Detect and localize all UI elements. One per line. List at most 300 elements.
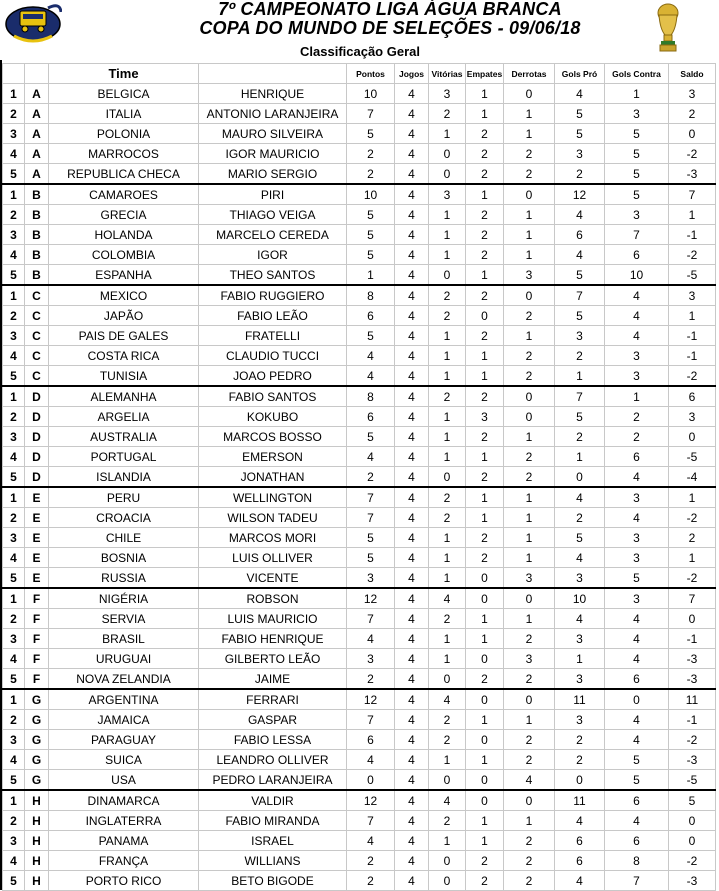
- cell-group: H: [25, 851, 49, 871]
- cell-gols-pro: 2: [555, 164, 605, 185]
- cell-gols-contra: 3: [605, 346, 669, 366]
- cell-gols-contra: 5: [605, 770, 669, 791]
- cell-player: ANTONIO LARANJEIRA: [199, 104, 347, 124]
- cell-gols-pro: 2: [555, 750, 605, 770]
- cell-player: ISRAEL: [199, 831, 347, 851]
- table-row: [3, 710, 716, 730]
- cell-gols-contra: 5: [605, 750, 669, 770]
- cell-derrotas: 1: [504, 508, 555, 528]
- cell-saldo: 3: [669, 84, 716, 104]
- cell-player: FABIO SANTOS: [199, 386, 347, 407]
- cell-position: 3: [3, 124, 25, 144]
- cell-empates: 1: [466, 84, 504, 104]
- cell-saldo: 2: [669, 528, 716, 548]
- section-title: Classificação Geral: [300, 44, 420, 59]
- cell-pontos: 12: [347, 588, 395, 609]
- cell-player: GASPAR: [199, 710, 347, 730]
- cell-pontos: 4: [347, 629, 395, 649]
- col-gols-pro: Gols Pró: [555, 64, 605, 84]
- cell-team: BOSNIA: [49, 548, 199, 568]
- cell-team: BRASIL: [49, 629, 199, 649]
- cell-gols-contra: 4: [605, 326, 669, 346]
- cell-player: VICENTE: [199, 568, 347, 589]
- cell-gols-contra: 3: [605, 104, 669, 124]
- cell-player: PIRI: [199, 184, 347, 205]
- cell-jogos: 4: [395, 730, 429, 750]
- cell-gols-contra: 3: [605, 205, 669, 225]
- cell-pontos: 5: [347, 548, 395, 568]
- table-row: [3, 609, 716, 629]
- cell-position: 5: [3, 669, 25, 690]
- cell-vitorias: 0: [429, 164, 466, 185]
- cell-pontos: 2: [347, 871, 395, 891]
- cell-position: 3: [3, 831, 25, 851]
- cell-empates: 0: [466, 689, 504, 710]
- cell-vitorias: 1: [429, 427, 466, 447]
- cell-position: 2: [3, 407, 25, 427]
- cell-gols-pro: 3: [555, 710, 605, 730]
- cell-gols-contra: 4: [605, 811, 669, 831]
- cell-saldo: 7: [669, 588, 716, 609]
- cell-jogos: 4: [395, 164, 429, 185]
- table-row: [3, 104, 716, 124]
- cell-empates: 1: [466, 629, 504, 649]
- cell-vitorias: 2: [429, 710, 466, 730]
- cell-team: AUSTRALIA: [49, 427, 199, 447]
- cell-derrotas: 3: [504, 649, 555, 669]
- cell-team: ISLANDIA: [49, 467, 199, 488]
- cell-derrotas: 0: [504, 588, 555, 609]
- cell-gols-pro: 2: [555, 427, 605, 447]
- cell-player: GILBERTO LEÃO: [199, 649, 347, 669]
- cell-jogos: 4: [395, 629, 429, 649]
- cell-empates: 1: [466, 750, 504, 770]
- cell-derrotas: 3: [504, 265, 555, 286]
- cell-vitorias: 2: [429, 811, 466, 831]
- cell-group: G: [25, 770, 49, 791]
- cell-position: 1: [3, 184, 25, 205]
- cell-gols-contra: 6: [605, 245, 669, 265]
- cell-derrotas: 2: [504, 447, 555, 467]
- cell-empates: 2: [466, 427, 504, 447]
- cell-vitorias: 2: [429, 386, 466, 407]
- table-row: [3, 790, 716, 811]
- cell-player: WILLIANS: [199, 851, 347, 871]
- cell-vitorias: 0: [429, 265, 466, 286]
- cell-team: RUSSIA: [49, 568, 199, 589]
- cell-position: 5: [3, 770, 25, 791]
- cell-empates: 1: [466, 447, 504, 467]
- cell-vitorias: 1: [429, 407, 466, 427]
- cell-gols-contra: 2: [605, 407, 669, 427]
- cell-saldo: 1: [669, 487, 716, 508]
- cell-vitorias: 3: [429, 184, 466, 205]
- league-logo: [4, 2, 62, 46]
- cell-empates: 1: [466, 487, 504, 508]
- cell-group: D: [25, 447, 49, 467]
- cell-gols-pro: 5: [555, 124, 605, 144]
- cell-pontos: 5: [347, 245, 395, 265]
- cell-derrotas: 1: [504, 710, 555, 730]
- cell-gols-pro: 2: [555, 346, 605, 366]
- cell-position: 1: [3, 386, 25, 407]
- cell-group: B: [25, 265, 49, 286]
- table-row: [3, 508, 716, 528]
- cell-gols-pro: 6: [555, 831, 605, 851]
- cell-group: A: [25, 104, 49, 124]
- cell-group: A: [25, 124, 49, 144]
- cell-gols-contra: 4: [605, 306, 669, 326]
- table-row: [3, 306, 716, 326]
- standings-table: [2, 63, 716, 891]
- cell-derrotas: 2: [504, 346, 555, 366]
- cell-group: C: [25, 326, 49, 346]
- cell-pontos: 7: [347, 487, 395, 508]
- cell-vitorias: 4: [429, 689, 466, 710]
- cell-team: NIGÉRIA: [49, 588, 199, 609]
- cell-team: DINAMARCA: [49, 790, 199, 811]
- cell-player: MARIO SERGIO: [199, 164, 347, 185]
- cell-team: CROACIA: [49, 508, 199, 528]
- cell-position: 5: [3, 568, 25, 589]
- cell-position: 1: [3, 487, 25, 508]
- cell-gols-pro: 3: [555, 629, 605, 649]
- cell-gols-pro: 3: [555, 144, 605, 164]
- cell-empates: 2: [466, 851, 504, 871]
- cell-saldo: -5: [669, 265, 716, 286]
- table-row: [3, 245, 716, 265]
- cell-player: MARCELO CEREDA: [199, 225, 347, 245]
- cell-vitorias: 2: [429, 104, 466, 124]
- cell-jogos: 4: [395, 710, 429, 730]
- cell-gols-contra: 4: [605, 730, 669, 750]
- cell-team: JAPÃO: [49, 306, 199, 326]
- cell-pontos: 8: [347, 285, 395, 306]
- cell-gols-pro: 2: [555, 508, 605, 528]
- table-row: [3, 265, 716, 286]
- cell-derrotas: 1: [504, 326, 555, 346]
- cell-gols-pro: 4: [555, 84, 605, 104]
- cell-gols-contra: 4: [605, 710, 669, 730]
- cell-team: COSTA RICA: [49, 346, 199, 366]
- cell-position: 4: [3, 346, 25, 366]
- col-derrotas: Derrotas: [504, 64, 555, 84]
- cell-position: 2: [3, 104, 25, 124]
- cell-derrotas: 0: [504, 689, 555, 710]
- table-row: [3, 205, 716, 225]
- cell-derrotas: 1: [504, 225, 555, 245]
- cell-pontos: 4: [347, 831, 395, 851]
- cell-gols-pro: 4: [555, 487, 605, 508]
- cell-saldo: 5: [669, 790, 716, 811]
- cell-vitorias: 4: [429, 588, 466, 609]
- table-row: [3, 386, 716, 407]
- cell-jogos: 4: [395, 811, 429, 831]
- cell-vitorias: 3: [429, 84, 466, 104]
- cell-pontos: 10: [347, 84, 395, 104]
- cell-jogos: 4: [395, 407, 429, 427]
- cell-group: A: [25, 164, 49, 185]
- cell-empates: 2: [466, 124, 504, 144]
- cell-gols-contra: 3: [605, 528, 669, 548]
- table-header-row: [3, 64, 716, 84]
- cell-saldo: -2: [669, 144, 716, 164]
- cell-derrotas: 1: [504, 487, 555, 508]
- cell-group: A: [25, 144, 49, 164]
- cell-group: F: [25, 669, 49, 690]
- cell-saldo: -3: [669, 164, 716, 185]
- cell-gols-pro: 2: [555, 730, 605, 750]
- table-row: [3, 84, 716, 104]
- cell-saldo: 1: [669, 548, 716, 568]
- cell-pontos: 2: [347, 144, 395, 164]
- cell-position: 1: [3, 588, 25, 609]
- cell-gols-contra: 5: [605, 124, 669, 144]
- cell-gols-contra: 6: [605, 831, 669, 851]
- cell-player: MARCOS BOSSO: [199, 427, 347, 447]
- cell-player: FABIO LESSA: [199, 730, 347, 750]
- cell-derrotas: 0: [504, 386, 555, 407]
- cell-position: 5: [3, 265, 25, 286]
- table-row: [3, 831, 716, 851]
- cell-pontos: 10: [347, 184, 395, 205]
- cell-gols-contra: 5: [605, 144, 669, 164]
- cell-gols-pro: 3: [555, 568, 605, 589]
- cell-gols-contra: 3: [605, 548, 669, 568]
- table-row: [3, 528, 716, 548]
- cell-gols-pro: 7: [555, 285, 605, 306]
- cell-team: URUGUAI: [49, 649, 199, 669]
- cell-pontos: 12: [347, 689, 395, 710]
- cell-group: B: [25, 205, 49, 225]
- cell-pontos: 7: [347, 609, 395, 629]
- table-row: [3, 851, 716, 871]
- cell-derrotas: 1: [504, 609, 555, 629]
- cell-team: COLOMBIA: [49, 245, 199, 265]
- cell-vitorias: 1: [429, 346, 466, 366]
- cell-saldo: -3: [669, 649, 716, 669]
- cell-player: FABIO HENRIQUE: [199, 629, 347, 649]
- cell-saldo: -2: [669, 568, 716, 589]
- cell-pontos: 5: [347, 528, 395, 548]
- cell-group: H: [25, 831, 49, 851]
- cell-empates: 2: [466, 871, 504, 891]
- cell-group: D: [25, 407, 49, 427]
- cell-jogos: 4: [395, 528, 429, 548]
- cell-gols-pro: 5: [555, 306, 605, 326]
- cell-jogos: 4: [395, 851, 429, 871]
- col-pontos: Pontos: [347, 64, 395, 84]
- cell-vitorias: 2: [429, 285, 466, 306]
- col-gols-contra: Gols Contra: [605, 64, 669, 84]
- cell-group: E: [25, 548, 49, 568]
- cell-vitorias: 2: [429, 306, 466, 326]
- cell-position: 4: [3, 144, 25, 164]
- cell-gols-pro: 3: [555, 669, 605, 690]
- table-row: [3, 629, 716, 649]
- cell-player: EMERSON: [199, 447, 347, 467]
- table-row: [3, 669, 716, 690]
- cell-jogos: 4: [395, 386, 429, 407]
- cell-team: PARAGUAY: [49, 730, 199, 750]
- cell-pontos: 2: [347, 164, 395, 185]
- cell-jogos: 4: [395, 447, 429, 467]
- cell-jogos: 4: [395, 265, 429, 286]
- table-row: [3, 184, 716, 205]
- cell-derrotas: 2: [504, 306, 555, 326]
- cell-team: MARROCOS: [49, 144, 199, 164]
- cell-jogos: 4: [395, 508, 429, 528]
- cell-gols-pro: 1: [555, 366, 605, 387]
- cell-saldo: -1: [669, 225, 716, 245]
- cell-position: 5: [3, 467, 25, 488]
- cell-empates: 1: [466, 811, 504, 831]
- cell-jogos: 4: [395, 467, 429, 488]
- cell-empates: 2: [466, 669, 504, 690]
- cell-team: CHILE: [49, 528, 199, 548]
- cell-gols-contra: 6: [605, 669, 669, 690]
- cell-team: ARGELIA: [49, 407, 199, 427]
- cell-derrotas: 2: [504, 871, 555, 891]
- cell-team: BELGICA: [49, 84, 199, 104]
- cell-derrotas: 2: [504, 144, 555, 164]
- table-row: [3, 467, 716, 488]
- cell-derrotas: 1: [504, 104, 555, 124]
- table-row: [3, 770, 716, 791]
- cell-group: G: [25, 730, 49, 750]
- cell-pontos: 4: [347, 346, 395, 366]
- cell-pontos: 8: [347, 386, 395, 407]
- cell-player: FRATELLI: [199, 326, 347, 346]
- cell-team: ALEMANHA: [49, 386, 199, 407]
- cell-vitorias: 1: [429, 750, 466, 770]
- cell-gols-pro: 5: [555, 104, 605, 124]
- cell-position: 2: [3, 609, 25, 629]
- cell-pontos: 12: [347, 790, 395, 811]
- table-row: [3, 588, 716, 609]
- cell-team: GRECIA: [49, 205, 199, 225]
- cell-empates: 1: [466, 508, 504, 528]
- cell-jogos: 4: [395, 205, 429, 225]
- cell-vitorias: 1: [429, 629, 466, 649]
- cell-gols-contra: 4: [605, 629, 669, 649]
- cell-player: ROBSON: [199, 588, 347, 609]
- cell-gols-contra: 6: [605, 447, 669, 467]
- cell-pontos: 5: [347, 225, 395, 245]
- cell-position: 3: [3, 225, 25, 245]
- cell-position: 4: [3, 447, 25, 467]
- cell-vitorias: 1: [429, 568, 466, 589]
- table-row: [3, 124, 716, 144]
- cell-gols-contra: 3: [605, 487, 669, 508]
- cell-player: JOAO PEDRO: [199, 366, 347, 387]
- cell-gols-pro: 12: [555, 184, 605, 205]
- col-vitorias: Vitórias: [429, 64, 466, 84]
- cell-position: 3: [3, 730, 25, 750]
- cell-jogos: 4: [395, 346, 429, 366]
- table-row: [3, 366, 716, 387]
- cell-position: 5: [3, 164, 25, 185]
- cell-group: E: [25, 508, 49, 528]
- cell-empates: 2: [466, 144, 504, 164]
- cell-gols-pro: 10: [555, 588, 605, 609]
- cell-empates: 1: [466, 831, 504, 851]
- cell-vitorias: 0: [429, 770, 466, 791]
- cell-derrotas: 1: [504, 811, 555, 831]
- cell-jogos: 4: [395, 588, 429, 609]
- cell-jogos: 4: [395, 84, 429, 104]
- cell-empates: 0: [466, 306, 504, 326]
- cell-gols-pro: 1: [555, 447, 605, 467]
- cell-saldo: -4: [669, 467, 716, 488]
- cell-jogos: 4: [395, 245, 429, 265]
- cell-player: CLAUDIO TUCCI: [199, 346, 347, 366]
- cell-vitorias: 1: [429, 124, 466, 144]
- cell-player: LUIS MAURICIO: [199, 609, 347, 629]
- cell-group: B: [25, 225, 49, 245]
- cell-saldo: 0: [669, 427, 716, 447]
- cell-gols-pro: 4: [555, 548, 605, 568]
- cell-gols-contra: 7: [605, 871, 669, 891]
- cell-vitorias: 2: [429, 487, 466, 508]
- cell-empates: 2: [466, 528, 504, 548]
- cell-jogos: 4: [395, 831, 429, 851]
- cell-team: CAMAROES: [49, 184, 199, 205]
- table-row: [3, 730, 716, 750]
- cell-derrotas: 2: [504, 831, 555, 851]
- cell-derrotas: 0: [504, 407, 555, 427]
- cell-jogos: 4: [395, 568, 429, 589]
- cell-gols-contra: 7: [605, 225, 669, 245]
- cell-team: PERU: [49, 487, 199, 508]
- cell-team: USA: [49, 770, 199, 791]
- cell-gols-contra: 4: [605, 285, 669, 306]
- cell-vitorias: 1: [429, 528, 466, 548]
- cell-derrotas: 2: [504, 629, 555, 649]
- cell-gols-contra: 3: [605, 366, 669, 387]
- cell-gols-contra: 5: [605, 568, 669, 589]
- cell-pontos: 1: [347, 265, 395, 286]
- cell-pontos: 0: [347, 770, 395, 791]
- cell-derrotas: 0: [504, 184, 555, 205]
- cell-gols-pro: 4: [555, 609, 605, 629]
- cell-player: FABIO MIRANDA: [199, 811, 347, 831]
- cell-position: 1: [3, 689, 25, 710]
- cell-player: MARCOS MORI: [199, 528, 347, 548]
- table-row: [3, 871, 716, 891]
- cell-derrotas: 4: [504, 770, 555, 791]
- cell-empates: 0: [466, 730, 504, 750]
- cell-player: VALDIR: [199, 790, 347, 811]
- cup-title-date: COPA DO MUNDO DE SELEÇÕES - 09/06/18: [199, 18, 581, 38]
- cell-position: 1: [3, 285, 25, 306]
- page-header: [0, 0, 719, 59]
- table-row: [3, 568, 716, 589]
- cell-jogos: 4: [395, 609, 429, 629]
- table-row: [3, 427, 716, 447]
- cell-jogos: 4: [395, 427, 429, 447]
- cell-pontos: 4: [347, 447, 395, 467]
- cell-team: PORTO RICO: [49, 871, 199, 891]
- cell-empates: 2: [466, 245, 504, 265]
- cell-empates: 2: [466, 164, 504, 185]
- cell-saldo: 0: [669, 124, 716, 144]
- cell-jogos: 4: [395, 669, 429, 690]
- cell-player: KOKUBO: [199, 407, 347, 427]
- cell-saldo: -2: [669, 366, 716, 387]
- trophy-icon: [654, 3, 682, 55]
- table-row: [3, 225, 716, 245]
